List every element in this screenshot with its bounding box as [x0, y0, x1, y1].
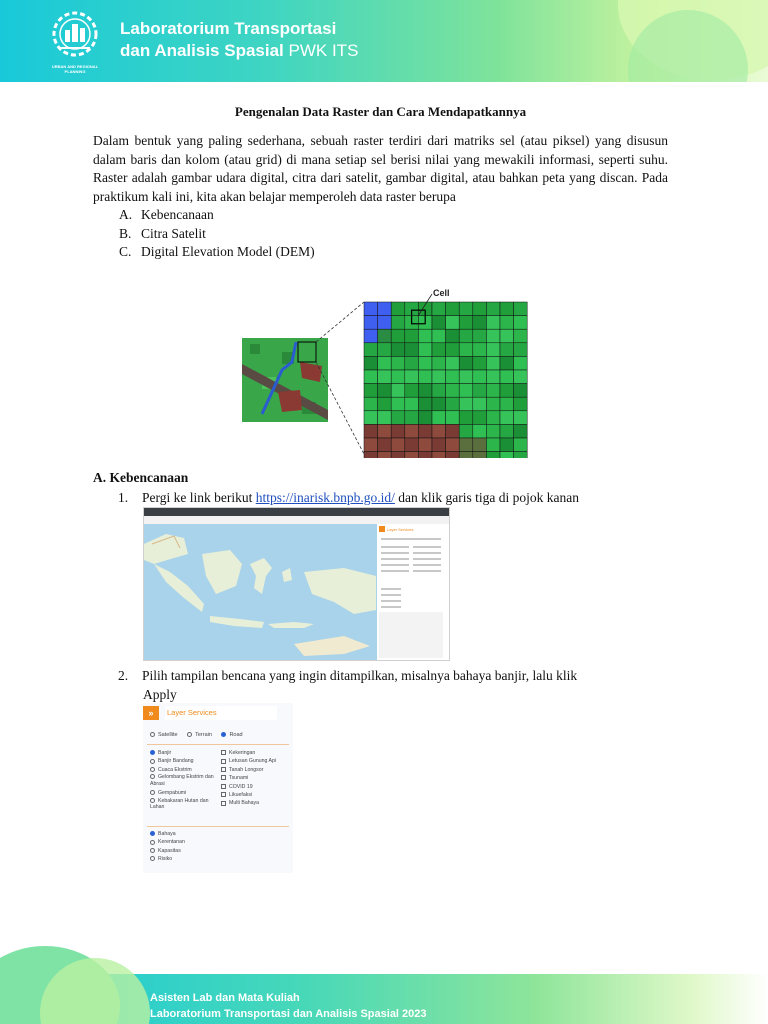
raster-cell: [459, 356, 473, 370]
raster-cell: [514, 438, 528, 452]
option-label: Road: [229, 732, 243, 738]
raster-cell: [391, 438, 405, 452]
header-title-bold: dan Analisis Spasial: [120, 41, 284, 60]
type-option[interactable]: [150, 847, 185, 855]
data-type-list: [93, 206, 668, 262]
option-label: Risiko: [158, 856, 173, 863]
footer-text: [150, 990, 427, 1022]
section-title: A. Kebencanaan: [93, 470, 189, 485]
raster-cell: [418, 397, 432, 411]
panel-row: [381, 546, 409, 548]
raster-cell: [486, 452, 500, 458]
panel-row: [381, 606, 401, 608]
raster-cell: [364, 370, 378, 384]
radio-icon: [150, 767, 155, 772]
option-label: Terrain: [195, 732, 212, 738]
list-text: Digital Elevation Model (DEM): [141, 244, 315, 259]
divider: [147, 826, 289, 827]
layer-services-title: Layer Services: [165, 706, 277, 720]
page-header: [0, 0, 768, 82]
raster-cell: [391, 343, 405, 357]
raster-cell: [364, 329, 378, 343]
indonesia-map: [144, 524, 377, 660]
raster-cell: [364, 302, 378, 316]
option-label: Bahaya: [158, 831, 176, 837]
checkbox-icon: [221, 792, 226, 797]
list-text: Citra Satelit: [141, 225, 206, 241]
raster-cell: [473, 316, 487, 330]
raster-cell: [473, 343, 487, 357]
raster-cell: [378, 356, 392, 370]
raster-cell: [514, 356, 528, 370]
hazard-option[interactable]: [150, 757, 216, 765]
raster-cell: [473, 329, 487, 343]
option-label: Multi Bahaya: [229, 800, 259, 807]
divider: [147, 744, 289, 745]
type-option[interactable]: [150, 838, 185, 846]
raster-cell: [364, 438, 378, 452]
list-marker: B.: [119, 225, 132, 241]
raster-cell: [514, 384, 528, 398]
panel-list: [379, 612, 443, 658]
basemap-option[interactable]: [187, 732, 212, 738]
option-label: Gempabumi: [158, 790, 187, 797]
panel-row: [413, 570, 441, 572]
raster-cell: [364, 356, 378, 370]
hazard-option[interactable]: [150, 749, 216, 757]
option-label: Tsunami: [229, 775, 249, 782]
radio-icon: [187, 732, 192, 737]
layer-services-panel: [377, 524, 449, 660]
panel-row: [381, 570, 409, 572]
raster-cell: [459, 438, 473, 452]
basemap-option[interactable]: [221, 732, 242, 738]
cell-label: Cell: [433, 288, 450, 298]
hazard-option[interactable]: [221, 757, 276, 765]
radio-selected-icon: [221, 732, 226, 737]
raster-cell: [378, 452, 392, 458]
list-item: [93, 206, 668, 225]
option-label: Banjir: [158, 750, 172, 756]
step-text: dan klik garis tiga di pojok kanan: [394, 490, 579, 505]
checkbox-icon: [221, 775, 226, 780]
raster-cell: [500, 384, 514, 398]
option-label: Kekeringan: [229, 750, 256, 756]
raster-cell: [500, 329, 514, 343]
raster-cell: [500, 424, 514, 438]
raster-cell: [432, 411, 446, 425]
hazard-option[interactable]: [221, 749, 276, 757]
raster-cell: [432, 356, 446, 370]
checkbox-icon: [221, 801, 226, 806]
step-text: Pergi ke link berikut: [142, 490, 256, 505]
raster-cell: [432, 343, 446, 357]
raster-cell: [486, 316, 500, 330]
option-label: Likuefaksi: [229, 792, 253, 799]
raster-cell: [486, 302, 500, 316]
option-label: COVID 19: [229, 783, 253, 790]
raster-cell: [432, 329, 446, 343]
raster-cell: [473, 302, 487, 316]
raster-cell: [446, 356, 460, 370]
raster-cell: [500, 411, 514, 425]
raster-cell: [486, 356, 500, 370]
raster-cell: [486, 343, 500, 357]
list-marker: C.: [119, 244, 132, 259]
raster-cell: [418, 411, 432, 425]
raster-cell: [446, 424, 460, 438]
raster-thumbnail: [242, 338, 328, 422]
hazard-list-right: [221, 749, 276, 808]
raster-cell: [486, 424, 500, 438]
panel-row: [413, 546, 441, 548]
step-2: [118, 667, 678, 704]
document-body: [93, 104, 668, 262]
radio-icon: [150, 790, 155, 795]
raster-cell: [364, 411, 378, 425]
raster-cell: [432, 397, 446, 411]
raster-cell: [459, 370, 473, 384]
raster-cell: [364, 316, 378, 330]
option-label: Gelombang Ekstrim dan Abrasi: [150, 774, 214, 787]
raster-cell: [459, 316, 473, 330]
raster-cell: [473, 384, 487, 398]
raster-cell: [459, 424, 473, 438]
radio-icon: [150, 798, 155, 803]
header-title-light: PWK ITS: [288, 41, 359, 60]
raster-cell: [378, 329, 392, 343]
list-item: [93, 225, 668, 244]
raster-cell: [473, 438, 487, 452]
option-label: Letusan Gunung Api: [229, 758, 277, 765]
layer-type-list: [150, 830, 185, 864]
option-label: Cuaca Ekstrim: [158, 766, 192, 773]
header-title-line1: Laboratorium Transportasi: [120, 19, 337, 38]
hazard-list-left: [150, 749, 216, 813]
raster-cell: [432, 316, 446, 330]
intro-paragraph: Dalam bentuk yang paling sederhana, sebuah raster terdiri dari matriks sel (atau piksel) yang disusun dalam baris dan kolom (atau grid) di mana setiap sel berisi nilai yang mewakili informasi, seperti suhu. Raster adalah gambar udara digital, citra dari satelit, gambar digital, atau bahkan peta yang discan. Pada praktikum kali ini, kita akan belajar memperoleh data raster berupa: [93, 133, 668, 204]
checkbox-icon: [221, 784, 226, 789]
raster-cell: [500, 438, 514, 452]
raster-cell: [418, 356, 432, 370]
panel-row: [381, 564, 409, 566]
document-title: Pengenalan Data Raster dan Cara Mendapatkannya: [234, 104, 527, 119]
raster-cell: [378, 316, 392, 330]
basemap-options: [150, 732, 251, 738]
header-title: [120, 18, 358, 62]
type-option[interactable]: [150, 830, 185, 838]
raster-cell: [418, 384, 432, 398]
list-marker: A.: [119, 207, 133, 222]
panel-row: [381, 594, 401, 596]
raster-cell: [364, 452, 378, 458]
raster-cell: [446, 343, 460, 357]
radio-icon: [150, 848, 155, 853]
raster-cell: [364, 343, 378, 357]
raster-cell: [378, 411, 392, 425]
step-number: 1.: [118, 490, 129, 505]
raster-cell: [514, 411, 528, 425]
raster-cell-figure: [242, 282, 532, 458]
radio-selected-icon: [150, 831, 155, 836]
panel-row: [413, 564, 441, 566]
raster-cell: [405, 343, 419, 357]
raster-cell: [418, 452, 432, 458]
raster-cell: [378, 343, 392, 357]
hazard-option[interactable]: [150, 774, 216, 787]
step-1: [118, 489, 678, 508]
footer-line1: Asisten Lab dan Mata Kuliah: [150, 992, 300, 1004]
raster-cell: [446, 411, 460, 425]
raster-cell: [378, 370, 392, 384]
raster-cell: [446, 438, 460, 452]
raster-cell: [391, 452, 405, 458]
logo-caption: URBAN AND REGIONAL PLANNING: [51, 64, 99, 74]
raster-cell: [405, 438, 419, 452]
panel-row: [413, 552, 441, 554]
raster-cell: [514, 452, 528, 458]
radio-icon: [150, 774, 155, 779]
raster-cell: [391, 424, 405, 438]
hazard-option[interactable]: [221, 799, 276, 807]
option-label: Kapasitas: [158, 847, 181, 854]
raster-cell: [432, 424, 446, 438]
raster-cell: [514, 329, 528, 343]
raster-cell: [405, 356, 419, 370]
panel-title: Layer Services: [387, 527, 414, 532]
list-text: Kebencanaan: [141, 207, 214, 222]
raster-cell: [446, 397, 460, 411]
raster-cell: [378, 397, 392, 411]
raster-cell: [405, 397, 419, 411]
raster-cell: [514, 302, 528, 316]
radio-icon: [150, 856, 155, 861]
option-label: Satellite: [158, 732, 178, 738]
inarisk-link[interactable]: https://inarisk.bnpb.go.id/: [255, 490, 395, 505]
menu-toggle-icon[interactable]: [379, 526, 385, 532]
raster-cell: [418, 438, 432, 452]
raster-cell: [432, 302, 446, 316]
raster-cell: [500, 343, 514, 357]
hazard-option[interactable]: [221, 791, 276, 799]
raster-cell: [486, 438, 500, 452]
raster-cell: [486, 411, 500, 425]
panel-row: [381, 552, 409, 554]
raster-cell: [418, 329, 432, 343]
raster-cell: [418, 343, 432, 357]
type-option[interactable]: [150, 855, 185, 863]
basemap-option[interactable]: [150, 732, 178, 738]
raster-cell: [486, 397, 500, 411]
raster-cell: [391, 329, 405, 343]
raster-cell: [459, 343, 473, 357]
raster-cell: [405, 424, 419, 438]
option-label: Banjir Bandang: [158, 758, 194, 765]
raster-cell: [405, 384, 419, 398]
raster-cell: [500, 370, 514, 384]
raster-cell: [473, 411, 487, 425]
hazard-option[interactable]: [221, 774, 276, 782]
inarisk-browser-screenshot: [143, 507, 450, 661]
panel-row: [381, 538, 441, 540]
raster-cell: [486, 370, 500, 384]
raster-cell: [418, 370, 432, 384]
raster-cell: [514, 316, 528, 330]
raster-cell: [473, 397, 487, 411]
panel-row: [381, 600, 401, 602]
raster-cell: [391, 356, 405, 370]
raster-cell: [486, 329, 500, 343]
raster-cell: [473, 424, 487, 438]
raster-cell: [405, 370, 419, 384]
panel-row: [381, 558, 409, 560]
raster-cell: [378, 302, 392, 316]
raster-cell: [432, 452, 446, 458]
raster-grid: [364, 302, 527, 458]
header-title-line2: [120, 40, 358, 62]
raster-cell: [378, 438, 392, 452]
hazard-option[interactable]: [150, 766, 216, 774]
radio-icon: [150, 840, 155, 845]
raster-cell: [364, 397, 378, 411]
raster-cell: [486, 384, 500, 398]
raster-cell: [391, 397, 405, 411]
panel-row: [413, 558, 441, 560]
raster-cell: [459, 452, 473, 458]
raster-cell: [459, 329, 473, 343]
checkbox-icon: [221, 750, 226, 755]
browser-tab-bar: [144, 508, 449, 516]
raster-cell: [500, 452, 514, 458]
raster-cell: [391, 302, 405, 316]
raster-cell: [391, 384, 405, 398]
raster-cell: [446, 452, 460, 458]
raster-cell: [378, 384, 392, 398]
raster-cell: [500, 316, 514, 330]
raster-cell: [391, 370, 405, 384]
hazard-option[interactable]: [150, 789, 216, 797]
step-number: 2.: [118, 668, 129, 683]
raster-cell: [500, 356, 514, 370]
expand-panel-button[interactable]: »: [143, 706, 159, 720]
hazard-option[interactable]: [150, 798, 216, 811]
raster-cell: [473, 356, 487, 370]
raster-cell: [459, 302, 473, 316]
raster-cell: [459, 384, 473, 398]
hazard-option[interactable]: [221, 783, 276, 791]
checkbox-icon: [221, 767, 226, 772]
raster-cell: [391, 411, 405, 425]
radio-selected-icon: [150, 750, 155, 755]
raster-cell: [405, 452, 419, 458]
raster-cell: [473, 452, 487, 458]
list-item: [93, 243, 668, 262]
step-text: Pilih tampilan bencana yang ingin ditampilkan, misalnya bahaya banjir, lalu klik: [142, 668, 578, 683]
raster-cell: [378, 424, 392, 438]
raster-cell: [514, 424, 528, 438]
option-label: Tanah Longsor: [229, 766, 264, 773]
raster-cell: [364, 384, 378, 398]
raster-cell: [446, 384, 460, 398]
raster-cell: [446, 370, 460, 384]
raster-cell: [500, 397, 514, 411]
raster-cell: [364, 424, 378, 438]
raster-cell: [446, 316, 460, 330]
raster-cell: [514, 397, 528, 411]
raster-cell: [432, 370, 446, 384]
raster-cell: [514, 370, 528, 384]
raster-cell: [391, 316, 405, 330]
option-label: Kerentanan: [158, 839, 185, 846]
checkbox-icon: [221, 759, 226, 764]
raster-cell: [405, 329, 419, 343]
raster-cell: [432, 438, 446, 452]
layer-services-screenshot: [143, 703, 293, 873]
browser-address-bar: [144, 516, 449, 524]
step-text: Apply: [143, 686, 177, 702]
radio-icon: [150, 759, 155, 764]
raster-cell: [514, 343, 528, 357]
hazard-option[interactable]: [221, 766, 276, 774]
raster-cell: [432, 384, 446, 398]
option-label: Kebakaran Hutan dan Lahan: [150, 797, 209, 811]
raster-cell: [446, 302, 460, 316]
raster-cell: [418, 424, 432, 438]
footer-line2: Laboratorium Transportasi dan Analisis Spasial 2023: [150, 1008, 427, 1020]
raster-cell: [459, 411, 473, 425]
raster-cell: [446, 329, 460, 343]
raster-cell: [405, 411, 419, 425]
panel-row: [381, 588, 401, 590]
raster-cell: [459, 397, 473, 411]
radio-icon: [150, 732, 155, 737]
raster-cell: [473, 370, 487, 384]
raster-cell: [500, 302, 514, 316]
